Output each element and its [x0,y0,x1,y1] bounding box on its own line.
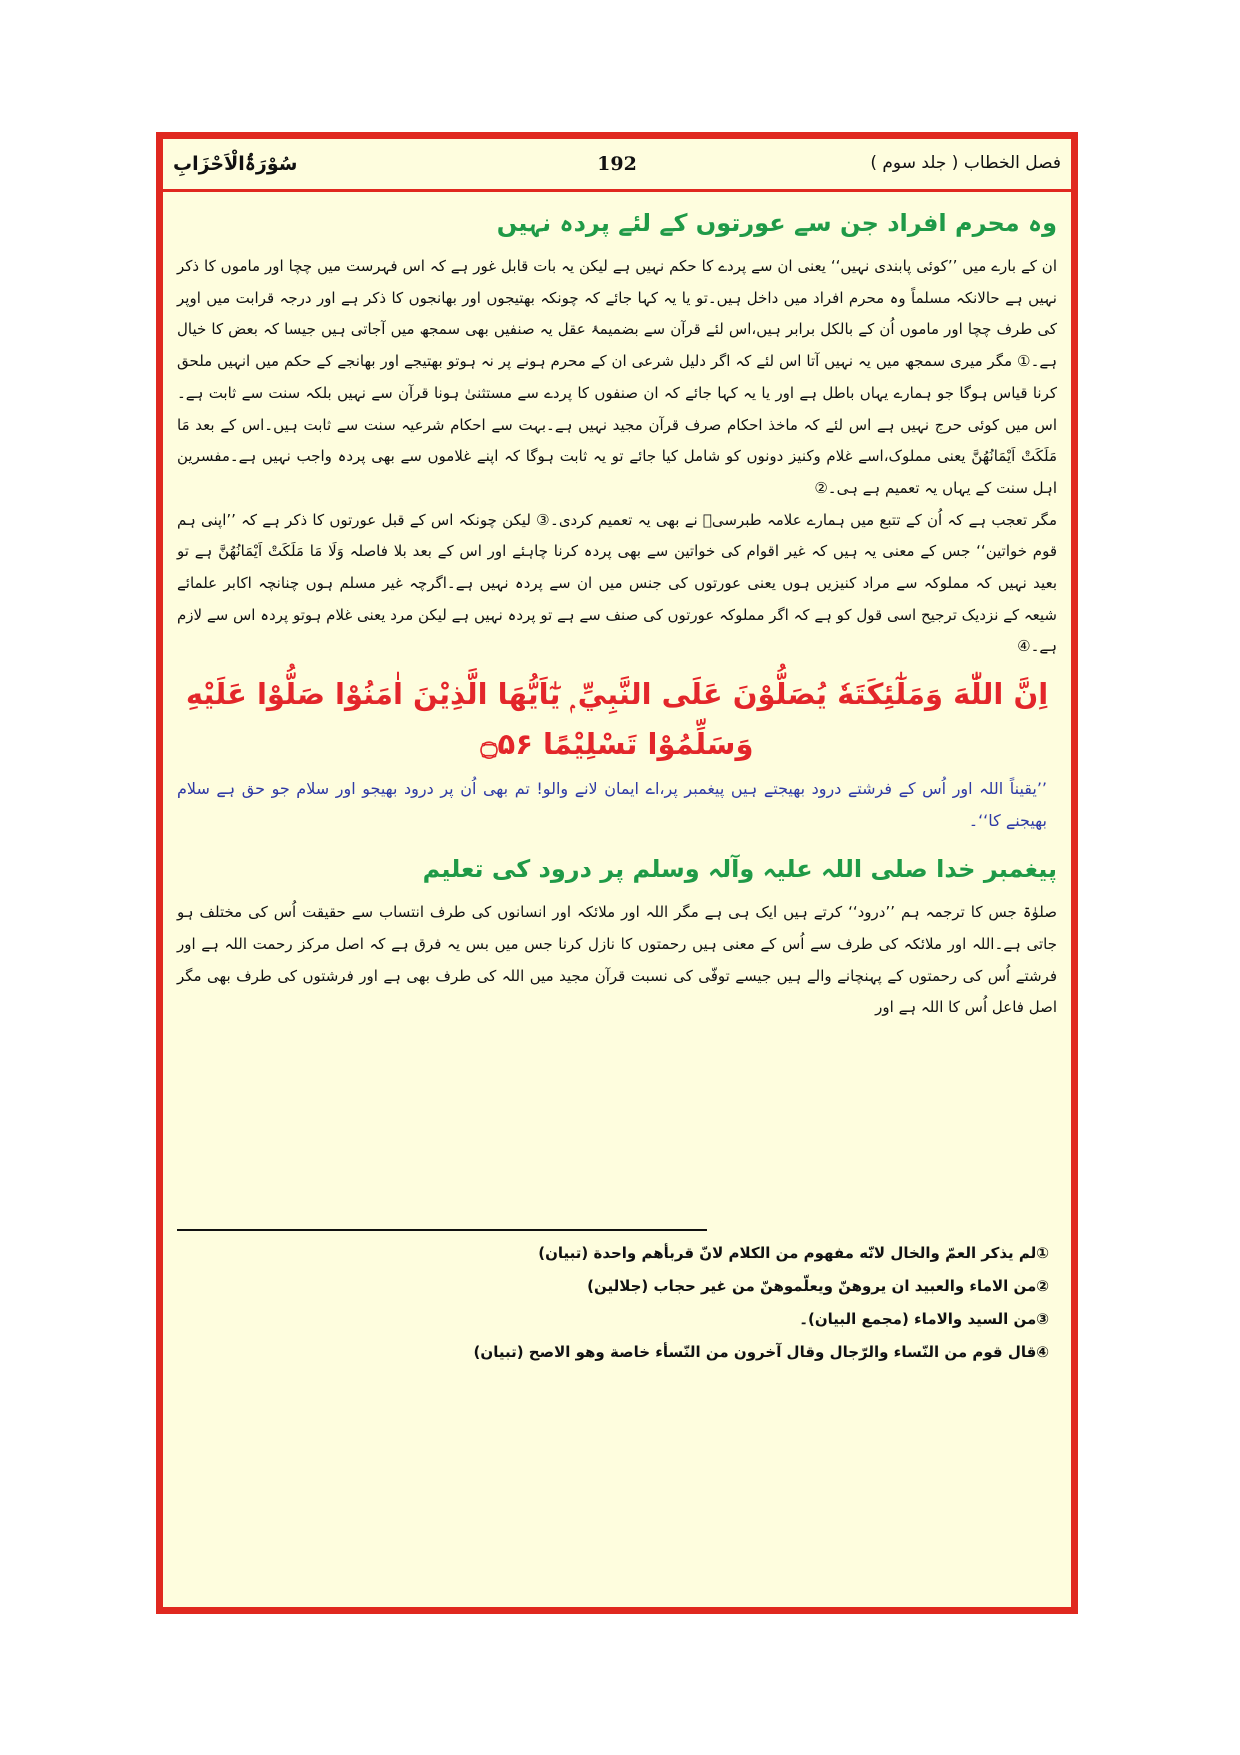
footnote-divider [177,1229,707,1231]
footnote-2: ②من الاماء والعبيد ان يروهنّ ويعلّموهنّ من غير حجاب (جلالين) [587,1277,1049,1295]
page-header [163,139,1071,192]
footnote-4: ④قال قوم من النّساء والرّجال وقال آخرون من النّسأء خاصة وهو الاصح (تبيان) [473,1343,1049,1361]
quran-verse: اِنَّ اللّٰهَ وَمَلٰٓئِكَتَهٗ يُصَلُّوْنَ عَلَى النَّبِيِّ ۭ يٰٓاَيُّهَا الَّذِيْنَ اٰمَنُوْا صَلُّوْا عَلَيْهِ وَسَلِّمُوْا تَسْلِيْمًا ۝۵۶ [185,677,1049,762]
surah-name: سُوْرَۃُالْاَحْزَابِ [173,153,298,175]
verse-translation: ’’یقیناً اللہ اور اُس کے فرشتے درود بھیجتے ہیں پیغمبر پر،اے ایمان لانے والو! تم بھی اُن پر درود بھیجو اور سلام جو حق ہے سلام بھیجنے کا‘‘۔ [177,779,1047,831]
footnote-1: ①لم يذكر العمّ والخال لانّه مفهوم من الكلام لانّ قربأهم واحدة (تبيان) [538,1244,1049,1262]
page-content [177,197,1057,1607]
footnotes [177,1237,1057,1369]
section-heading-durood: پیغمبر خدا صلی اللہ علیہ وآلہ وسلم پر درود کی تعلیم [422,855,1057,884]
page-frame [156,132,1078,1614]
section-heading-mahram: وہ محرم افراد جن سے عورتوں کے لئے پردہ نہیں [496,209,1057,237]
paragraph-1: ان کے بارے میں ’’کوئی پابندی نہیں‘‘ یعنی ان سے پردے کا حکم نہیں ہے لیکن یہ بات قابل غور ہے کہ اس فہرست میں چچا اور ماموں کا ذکر نہیں ہے حالانکہ مسلماً وہ محرم افراد میں داخل ہیں۔تو یا یہ کہا جائے کہ چونکہ بھتیجوں اور بھانجوں کا ذکر ہے اور درجہ قرابت میں اوپر کی طرف چچا اور ماموں اُن کے بالکل برابر ہیں،اس لئے قرآن سے بضمیمۂ عقل یہ صنفیں بھی سمجھ میں آجاتی ہیں جیسا کہ بعض کا خیال ہے۔① مگر میری سمجھ میں یہ نہیں آتا اس لئے کہ اگر دلیل شرعی ان کے محرم ہونے پر نہ ہوتو بھتیجے اور بھانجے کے حکم میں انہیں ملحق کرنا قیاس ہوگا جو ہمارے یہاں باطل ہے اور یا یہ کہا جائے کہ ان صنفوں کا پردے سے مستثنیٰ ہونا قرآن سے نہیں بلکہ سنت سے ثابت ہے۔اس میں کوئی حرج نہیں ہے اس لئے کہ ماخذ احکام صرف قرآن مجید نہیں ہے۔بہت سے احکام شرعیہ سنت سے ثابت ہیں۔اس کے بعد مَا مَلَكَتْ اَيْمَانُهُنَّ یعنی مملوک،اسے غلام وکنیز دونوں کو شامل کیا جائے تو یہ ثابت ہوگا کہ اپنے غلاموں سے بھی پردہ واجب نہیں ہے۔مفسرین اہل سنت کے یہاں یہ تعمیم ہے ہی۔② [177,257,1057,497]
footnote-3: ③من السيد والاماء (مجمع البيان)۔ [799,1310,1049,1328]
paragraph-2: مگر تعجب ہے کہ اُن کے تتبع میں ہمارے علامہ طبرسیؒ نے بھی یہ تعمیم کردی۔③ لیکن چونکہ اس کے قبل عورتوں کا ذکر ہے کہ ’’اپنی ہم قوم خواتین‘‘ جس کے معنی یہ ہیں کہ غیر اقوام کی خواتین سے بھی پردہ کرنا چاہئے اور اس کے بعد بلا فاصلہ وَلَا مَا مَلَكَتْ اَيْمَانُهُنَّ ہے تو بعید نہیں کہ مملوکہ سے مراد کنیزیں ہوں یعنی عورتوں کی جنس میں ان سے پردہ نہیں ہے۔اگرچہ غیر مسلم ہوں چنانچہ اکابر علمائے شیعہ کے نزدیک ترجیح اسی قول کو ہے کہ اگر مملوکہ عورتوں کی صنف سے ہے تو پردہ نہیں ہے لیکن مرد یعنی غلام ہوتو پردہ اس سے لازم ہے۔④ [177,510,1057,656]
page-number: 192 [597,153,637,175]
paragraph-3: صلوٰۃ جس کا ترجمہ ہم ’’درود‘‘ کرتے ہیں ایک ہی ہے مگر اللہ اور ملائکہ اور انسانوں کی طرف انتساب سے حقیقت اُس کی مختلف ہو جاتی ہے۔اللہ اور ملائکہ کی طرف سے اُس کے معنی ہیں رحمتوں کا نازل کرنا جس میں بس یہ فرق ہے کہ اصل مرکز رحمت اللہ ہے اور فرشتے اُس کی رحمتوں کے پہنچانے والے ہیں جیسے توفّی کی نسبت قرآن مجید میں اللہ کی طرف بھی ہے اور فرشتوں کی طرف بھی مگر اصل فاعل اُس کا اللہ ہے اور [177,903,1057,1017]
book-title: فصل الخطاب ( جلد سوم ) [870,153,1061,173]
